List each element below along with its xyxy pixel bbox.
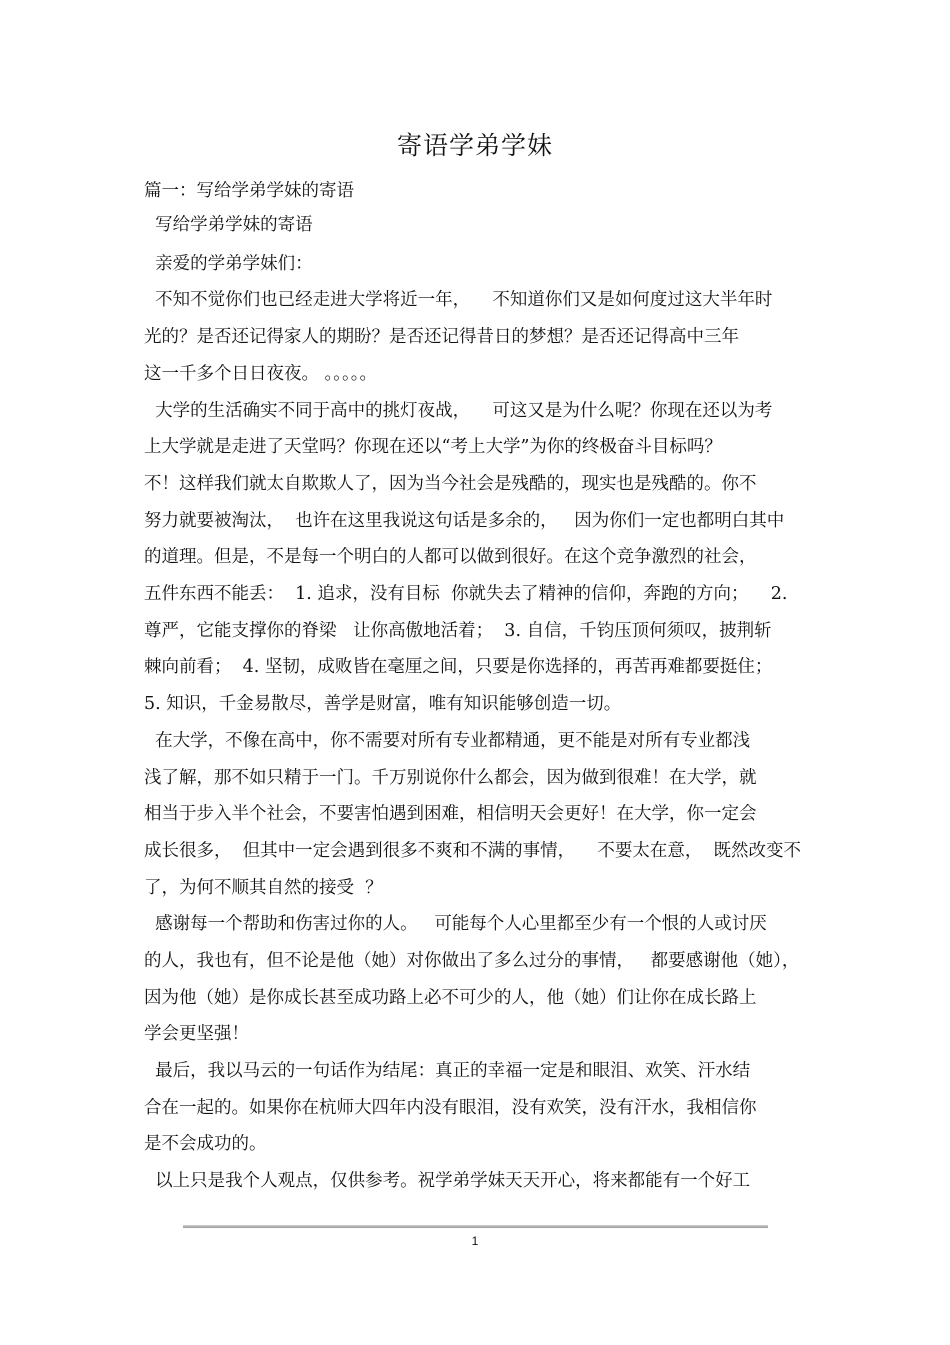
paragraph-line: 努力就要被淘汰， 也许在这里我说这句话是多余的， 因为你们一定也都明白其中 [144, 511, 785, 531]
paragraph-line: 光的？是否还记得家人的期盼？是否还记得昔日的梦想？是否还记得高中三年 [144, 327, 739, 347]
paragraph-line: 了，为何不顺其自然的接受 ？ [144, 878, 383, 898]
paragraph-line: 浅了解，那不如只精于一门。千万别说你什么都会，因为做到很难！在大学，就 [144, 768, 757, 788]
paragraph-line: 五件东西不能丢： 1. 追求，没有目标 你就失去了精神的信仰，奔跑的方向； 2. [144, 584, 788, 604]
paragraph-line: 相当于步入半个社会，不要害怕遇到困难，相信明天会更好！在大学，你一定会 [144, 804, 757, 824]
paragraph-line: 尊严，它能支撑你的脊梁 让你高傲地活着； 3. 自信，千钧压顶何须叹，披荆斩 [144, 621, 772, 641]
paragraph-line: 感谢每一个帮助和伤害过你的人。 可能每个人心里都至少有一个恨的人或讨厌 [144, 914, 767, 934]
paragraph-line: 亲爱的学弟学妹们： [144, 254, 313, 274]
paragraph-line: 成长很多， 但其中一定会遇到很多不爽和不满的事情， 不要太在意， 既然改变不 [144, 841, 801, 861]
paragraph-line: 在大学，不像在高中，你不需要对所有专业都精通，更不能是对所有专业都浅 [144, 731, 751, 751]
paragraph-line: 大学的生活确实不同于高中的挑灯夜战， 可这又是为什么呢？你现在还以为考 [144, 401, 773, 421]
paragraph-line: 最后，我以马云的一句话作为结尾：真正的幸福一定是和眼泪、欢笑、汗水结 [144, 1061, 751, 1081]
page-number: 1 [471, 1234, 479, 1248]
paragraph-line: 上大学就是走进了天堂吗？你现在还以“考上大学”为你的终极奋斗目标吗？ [144, 437, 722, 457]
paragraph-line: 不！这样我们就太自欺欺人了，因为当今社会是残酷的，现实也是残酷的。你不 [144, 474, 757, 494]
document-title: 寄语学弟学妹 [396, 131, 553, 160]
paragraph-line: 以上只是我个人观点，仅供参考。祝学弟学妹天天开心，将来都能有一个好工 [144, 1171, 751, 1191]
paragraph-line: 学会更坚强！ [144, 1024, 249, 1044]
paragraph-line: 不知不觉你们也已经走进大学将近一年， 不知道你们又是如何度过这大半年时 [144, 290, 773, 310]
paragraph-line: 因为他（她）是你成长甚至成功路上必不可少的人，他（她）们让你在成长路上 [144, 988, 757, 1008]
paragraph-line: 5. 知识，千金易散尽，善学是财富，唯有知识能够创造一切。 [144, 694, 622, 714]
footer-divider [183, 1225, 768, 1228]
paragraph-line: 写给学弟学妹的寄语 [144, 215, 313, 235]
paragraph-line: 棘向前看； 4. 坚韧，成败皆在毫厘之间，只要是你选择的，再苦再难都要挺住； [144, 657, 773, 677]
paragraph-line: 是不会成功的。 [144, 1134, 267, 1154]
paragraph-line: 这一千多个日日夜夜。 。。。。。 [144, 364, 378, 384]
paragraph-line: 的道理。但是，不是每一个明白的人都可以做到很好。在这个竞争激烈的社会， [144, 547, 757, 567]
paragraph-line: 合在一起的。如果你在杭师大四年内没有眼泪，没有欢笑，没有汗水，我相信你 [144, 1098, 757, 1118]
paragraph-line: 的人，我也有，但不论是他（她）对你做出了多么过分的事情， 都要感谢他（她）， [144, 951, 800, 971]
section-heading: 篇一：写给学弟学妹的寄语 [144, 181, 354, 201]
